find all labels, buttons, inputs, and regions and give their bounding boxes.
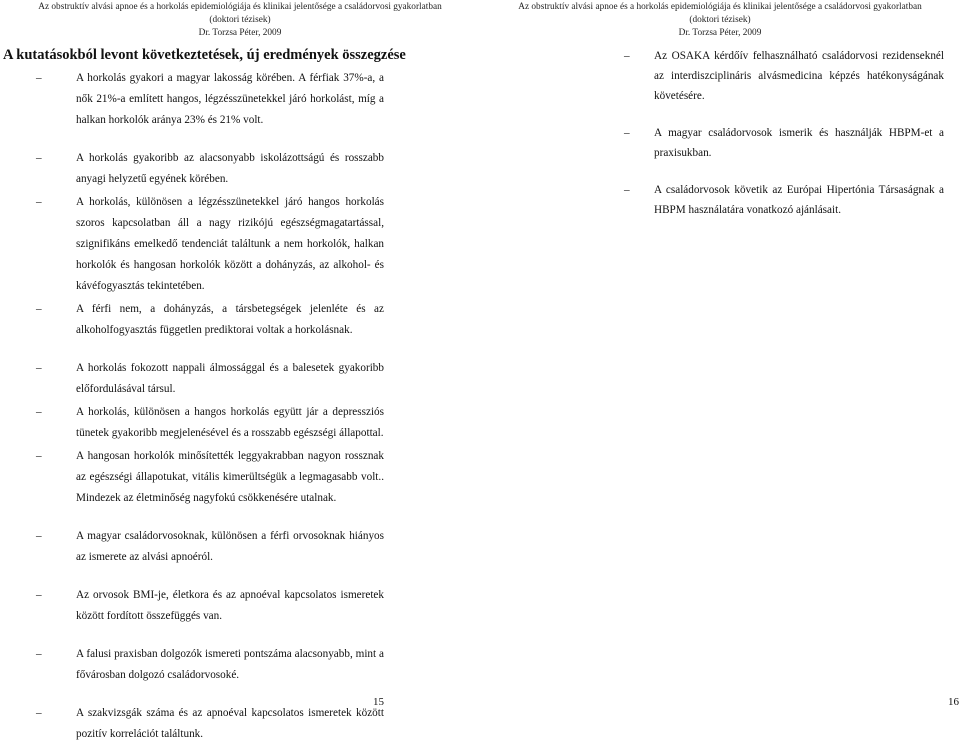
list-item-text: A horkolás gyakoribb az alacsonyabb iskolázottságú és rosszabb anyagi helyzetű egyének körében.	[76, 152, 384, 185]
dash-bullet-icon: –	[624, 50, 630, 62]
conclusions-list-left	[36, 68, 384, 745]
dash-bullet-icon: –	[36, 530, 42, 542]
header-title: Az obstruktív alvási apnoe és a horkolás epidemiológiája és klinikai jelentősége a családorvosi gyakorlatban	[518, 2, 922, 12]
dash-bullet-icon: –	[36, 707, 42, 719]
section-heading: A kutatásokból levont következtetések, új eredmények összegzése	[3, 47, 406, 63]
list-item-text: A családorvosok követik az Európai Hipertónia Társaságnak a HBPM használatára vonatkozó ajánlásait.	[654, 184, 944, 216]
dash-bullet-icon: –	[36, 450, 42, 462]
dash-bullet-icon: –	[624, 184, 630, 196]
list-item	[624, 180, 944, 220]
list-item-text: Az OSAKA kérdőív felhasználható családorvosi rezidenseknél az interdiszciplináris alvásmedicina képzés hatékonyságának követésére.	[654, 50, 944, 102]
right-page	[480, 0, 960, 708]
list-item	[36, 526, 384, 568]
list-item	[624, 123, 944, 163]
list-item-text: A falusi praxisban dolgozók ismereti pontszáma alacsonyabb, mint a fővárosban dolgozó családorvosoké.	[76, 648, 384, 681]
dash-bullet-icon: –	[624, 127, 630, 139]
list-item-text: A szakvizsgák száma és az apnoéval kapcsolatos ismeretek között pozitív korrelációt találtunk.	[76, 707, 384, 740]
list-item	[36, 585, 384, 627]
list-item-text: A magyar családorvosoknak, különösen a férfi orvosoknak hiányos az ismerete az alvási apnoéról.	[76, 530, 384, 563]
list-item	[624, 46, 944, 106]
list-item	[36, 644, 384, 686]
list-item	[36, 358, 384, 400]
dash-bullet-icon: –	[36, 406, 42, 418]
dash-bullet-icon: –	[36, 196, 42, 208]
running-header-left	[0, 0, 480, 40]
dash-bullet-icon: –	[36, 589, 42, 601]
header-subtitle: (doktori tézisek)	[689, 15, 751, 25]
list-item-text: A horkolás gyakori a magyar lakosság körében. A férfiak 37%-a, a nők 21%-a említett hangos, légzésszünetekkel járó horkolást, míg a halkan horkolók aránya 23% és 21% volt.	[76, 72, 384, 126]
list-item	[36, 703, 384, 745]
dash-bullet-icon: –	[36, 152, 42, 164]
dash-bullet-icon: –	[36, 648, 42, 660]
list-item-text: Az orvosok BMI-je, életkora és az apnoéval kapcsolatos ismeretek között fordított összefüggés van.	[76, 589, 384, 622]
list-item-text: A férfi nem, a dohányzás, a társbetegségek jelenléte és az alkoholfogyasztás független prediktorai voltak a horkolásnak.	[76, 303, 384, 336]
list-item	[36, 148, 384, 190]
list-item	[36, 446, 384, 509]
dash-bullet-icon: –	[36, 72, 42, 84]
list-item-text: A horkolás fokozott nappali álmossággal és a balesetek gyakoribb előfordulásával társul.	[76, 362, 384, 395]
list-item	[36, 68, 384, 131]
header-subtitle: (doktori tézisek)	[209, 15, 271, 25]
page-number-right: 16	[948, 696, 959, 708]
list-item-text: A hangosan horkolók minősítették leggyakrabban nagyon rossznak az egészségi állapotukat, vitális kimerültségük a legmagasabb volt.. Mindezek az életminőség nagyfokú csökkenésére utalnak.	[76, 450, 384, 504]
header-author: Dr. Torzsa Péter, 2009	[678, 28, 762, 38]
dash-bullet-icon: –	[36, 362, 42, 374]
dash-bullet-icon: –	[36, 303, 42, 315]
header-author: Dr. Torzsa Péter, 2009	[198, 28, 282, 38]
conclusions-list-right	[624, 46, 944, 220]
list-item-text: A magyar családorvosok ismerik és használják HBPM-et a praxisukban.	[654, 127, 944, 159]
list-item-text: A horkolás, különösen a légzésszünetekkel járó hangos horkolás szoros kapcsolatban áll a nagy rizikójú egészségmagatartással, szignifikáns emelkedő tendenciát találtunk a nem horkolók, halkan horkolók és hangosan horkolók között a dohányzás, az alkohol- és kávéfogyasztás tekintetében.	[76, 196, 384, 292]
header-title: Az obstruktív alvási apnoe és a horkolás epidemiológiája és klinikai jelentősége a családorvosi gyakorlatban	[38, 2, 442, 12]
list-item	[36, 402, 384, 444]
page-number-left: 15	[373, 696, 384, 708]
list-item	[36, 299, 384, 341]
list-item	[36, 192, 384, 297]
list-item-text: A horkolás, különösen a hangos horkolás együtt jár a depressziós tünetek gyakoribb megjelenésével és a rosszabb egészségi állapottal.	[76, 406, 384, 439]
running-header-right	[480, 0, 960, 40]
left-page	[0, 0, 480, 740]
